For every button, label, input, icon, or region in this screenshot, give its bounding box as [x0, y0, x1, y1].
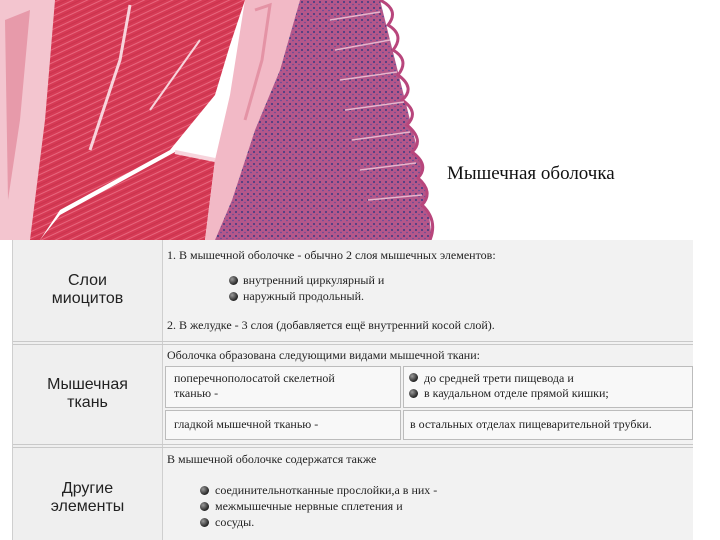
label-line: Мышечная [47, 376, 128, 393]
row3-bullet: сосуды. [215, 515, 255, 529]
row1-bullet: внутренний циркулярный и [243, 273, 385, 287]
row1-bullet: наружный продольный. [243, 289, 365, 303]
tissue-cell [165, 366, 401, 408]
label-line: миоцитов [51, 290, 124, 307]
bullet-icon [200, 518, 209, 527]
cell-text: тканью - [174, 386, 219, 400]
row1-line1: 1. В мышечной оболочке - обычно 2 слоя мышечных элементов: [167, 248, 496, 262]
cell-text: гладкой мышечной тканью - [174, 417, 319, 431]
cell-text: в остальных отделах пищеварительной трубки. [410, 417, 652, 431]
bullet-icon [409, 389, 418, 398]
bullet-icon [229, 276, 238, 285]
label-line: Слои [68, 272, 107, 289]
content-column [165, 240, 693, 540]
slide-title: Мышечная оболочка [447, 163, 615, 184]
bullet-icon [409, 373, 418, 382]
cell-text: до средней трети пищевода и [424, 371, 574, 385]
label-line: Другие [61, 480, 114, 497]
histology-image [0, 0, 440, 240]
info-table [12, 240, 693, 540]
tissue-cell [165, 410, 401, 440]
row2-intro: Оболочка образована следующими видами мышечной ткани: [167, 348, 480, 362]
row3-bullet: межмышечные нервные сплетения и [215, 499, 403, 513]
tissue-cell [403, 410, 693, 440]
bullet-icon [200, 486, 209, 495]
label-line: элементы [50, 498, 125, 515]
bullet-icon [229, 292, 238, 301]
row-label-other [13, 480, 162, 516]
label-line: ткань [67, 394, 108, 411]
bullet-icon [200, 502, 209, 511]
tissue-cell [403, 366, 693, 408]
cell-text: поперечнополосатой скелетной [174, 371, 335, 385]
row3-intro: В мышечной оболочке содержатся также [167, 452, 377, 466]
row3-bullet: соединительнотканные прослойки,а в них - [215, 483, 438, 497]
row-label-tissue [13, 376, 162, 412]
cell-text: в каудальном отделе прямой кишки; [424, 386, 609, 400]
row1-line2: 2. В желудке - 3 слоя (добавляется ещё внутренний косой слой). [167, 318, 495, 332]
row-label-layers [13, 272, 162, 308]
